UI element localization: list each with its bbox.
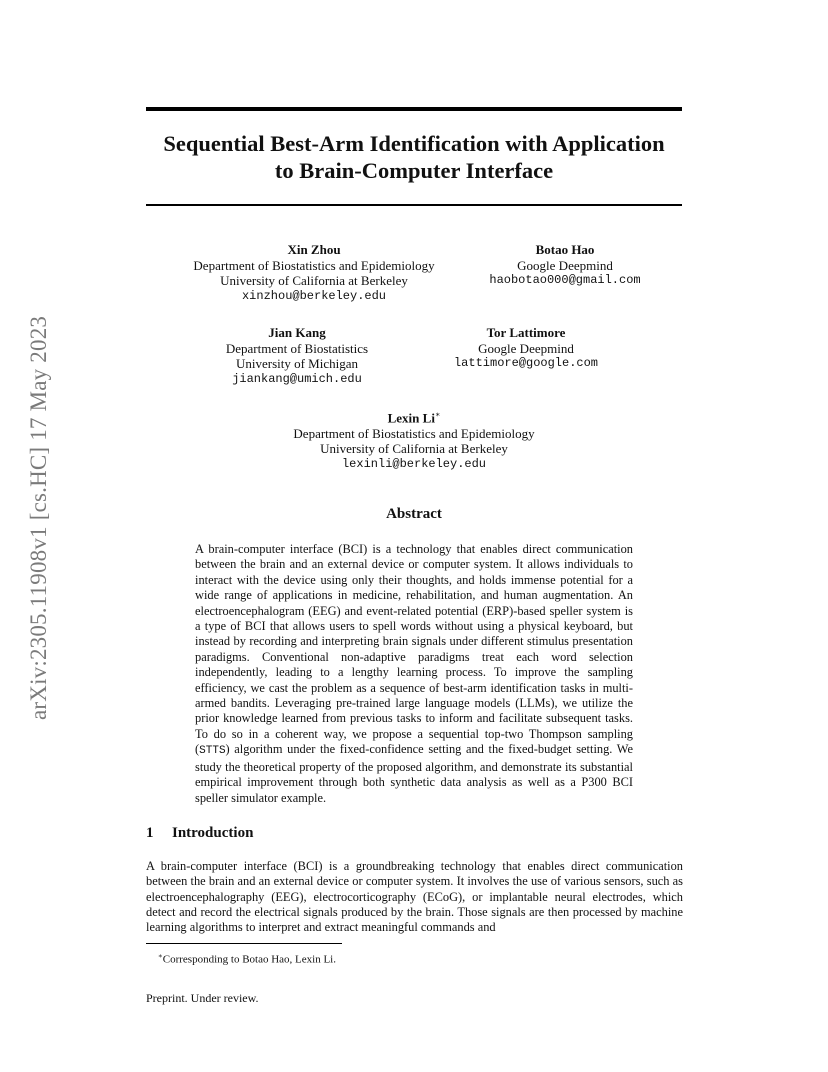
arxiv-identifier-stamp: arXiv:2305.11908v1 [cs.HC] 17 May 2023 bbox=[26, 315, 51, 720]
author-email: lexinli@berkeley.edu bbox=[341, 456, 487, 471]
footnote-text: Corresponding to Botao Hao, Lexin Li. bbox=[162, 953, 336, 966]
abstract-text-part-2: ) algorithm under the fixed-confidence setting and the fixed-budget setting. We study the theoretical property of the proposed algorithm, and demonstrate its substantial empirical improvement through both synthetic data analysis as well as a P300 BCI speller simulator example. bbox=[195, 742, 633, 805]
author-name: Tor Lattimore bbox=[486, 325, 566, 340]
author-email: jiankang@umich.edu bbox=[232, 371, 362, 386]
author-affiliation: University of California at Berkeley bbox=[220, 273, 408, 288]
author-affiliation: University of California at Berkeley bbox=[320, 441, 508, 457]
section-number: 1 bbox=[146, 825, 154, 841]
title-top-rule bbox=[146, 107, 682, 111]
footnote bbox=[158, 949, 336, 967]
author-email: lattimore@google.com bbox=[453, 356, 599, 370]
author-name: Jian Kang bbox=[268, 325, 326, 340]
author-name bbox=[274, 407, 554, 426]
author-affiliation: Google Deepmind bbox=[478, 340, 574, 356]
abstract-heading: Abstract bbox=[386, 506, 442, 522]
author-name-text: Lexin Li bbox=[387, 410, 435, 426]
author-email: haobotao000@gmail.com bbox=[489, 273, 641, 287]
author-affiliation: Department of Biostatistics and Epidemiology bbox=[193, 257, 435, 273]
author-affiliation: University of Michigan bbox=[235, 356, 359, 371]
title-bottom-rule bbox=[146, 204, 682, 206]
author-block-tor-lattimore bbox=[436, 325, 616, 372]
author-affiliation: Google Deepmind bbox=[517, 257, 613, 273]
abstract-text bbox=[195, 542, 633, 806]
paper-title bbox=[130, 130, 698, 184]
author-affiliation: Department of Biostatistics bbox=[225, 340, 369, 356]
author-email: xinzhou@berkeley.edu bbox=[241, 288, 387, 303]
footnote-mark: ∗ bbox=[158, 952, 163, 960]
introduction-paragraph: A brain-computer interface (BCI) is a groundbreaking technology that enables direct communication between the brain and an external device or computer system. It involves the use of various sensors, such as electroencephalography (EEG), electrocorticography (ECoG), or implantable neural electrodes, which detect and record the electrical signals produced by the brain. Those signals are then processed by machine learning algorithms to interpret and extract meaningful commands and bbox=[146, 859, 683, 935]
author-affiliation: Department of Biostatistics and Epidemiology bbox=[293, 425, 535, 441]
author-block-xin-zhou bbox=[174, 242, 454, 304]
algorithm-name: STTS bbox=[199, 745, 226, 758]
author-block-jian-kang bbox=[197, 325, 397, 387]
paper-title-line-1: Sequential Best-Arm Identification with Application bbox=[163, 131, 665, 156]
author-name: Xin Zhou bbox=[287, 242, 341, 257]
corresponding-author-mark: ∗ bbox=[434, 410, 441, 419]
abstract-text-part-1: A brain-computer interface (BCI) is a technology that enables direct communication between the brain and an external device or computer system. It allows individuals to interact with the device using only their thoughts, and holds immense potential for a wide range of applications in medicine, rehabilitation, and human augmentation. An electroencephalogram (EEG) and event-related potential (ERP)-based speller system is a type of BCI that allows users to spell words without using a physical keyboard, but instead by recording and interpreting brain signals under different stimulus presentation paradigms. Conventional non-adaptive paradigms treat each word selection independently, leading to a lengthy learning process. To improve the sampling efficiency, we cast the problem as a sequence of best-arm identification tasks in multi-armed bandits. Leveraging pre-trained large language models (LLMs), we utilize the prior knowledge learned from previous tasks to inform and facilitate subsequent tasks. To do so in a coherent way, we propose a sequential top-two Thompson sampling ( bbox=[195, 542, 633, 757]
paper-title-line-2: to Brain-Computer Interface bbox=[274, 158, 554, 183]
preprint-notice: Preprint. Under review. bbox=[146, 991, 259, 1005]
author-name: Botao Hao bbox=[535, 242, 595, 257]
footnote-rule bbox=[146, 943, 342, 944]
author-block-botao-hao bbox=[470, 242, 660, 289]
author-block-lexin-li bbox=[274, 407, 554, 472]
section-heading bbox=[146, 825, 253, 842]
section-title: Introduction bbox=[172, 825, 254, 841]
